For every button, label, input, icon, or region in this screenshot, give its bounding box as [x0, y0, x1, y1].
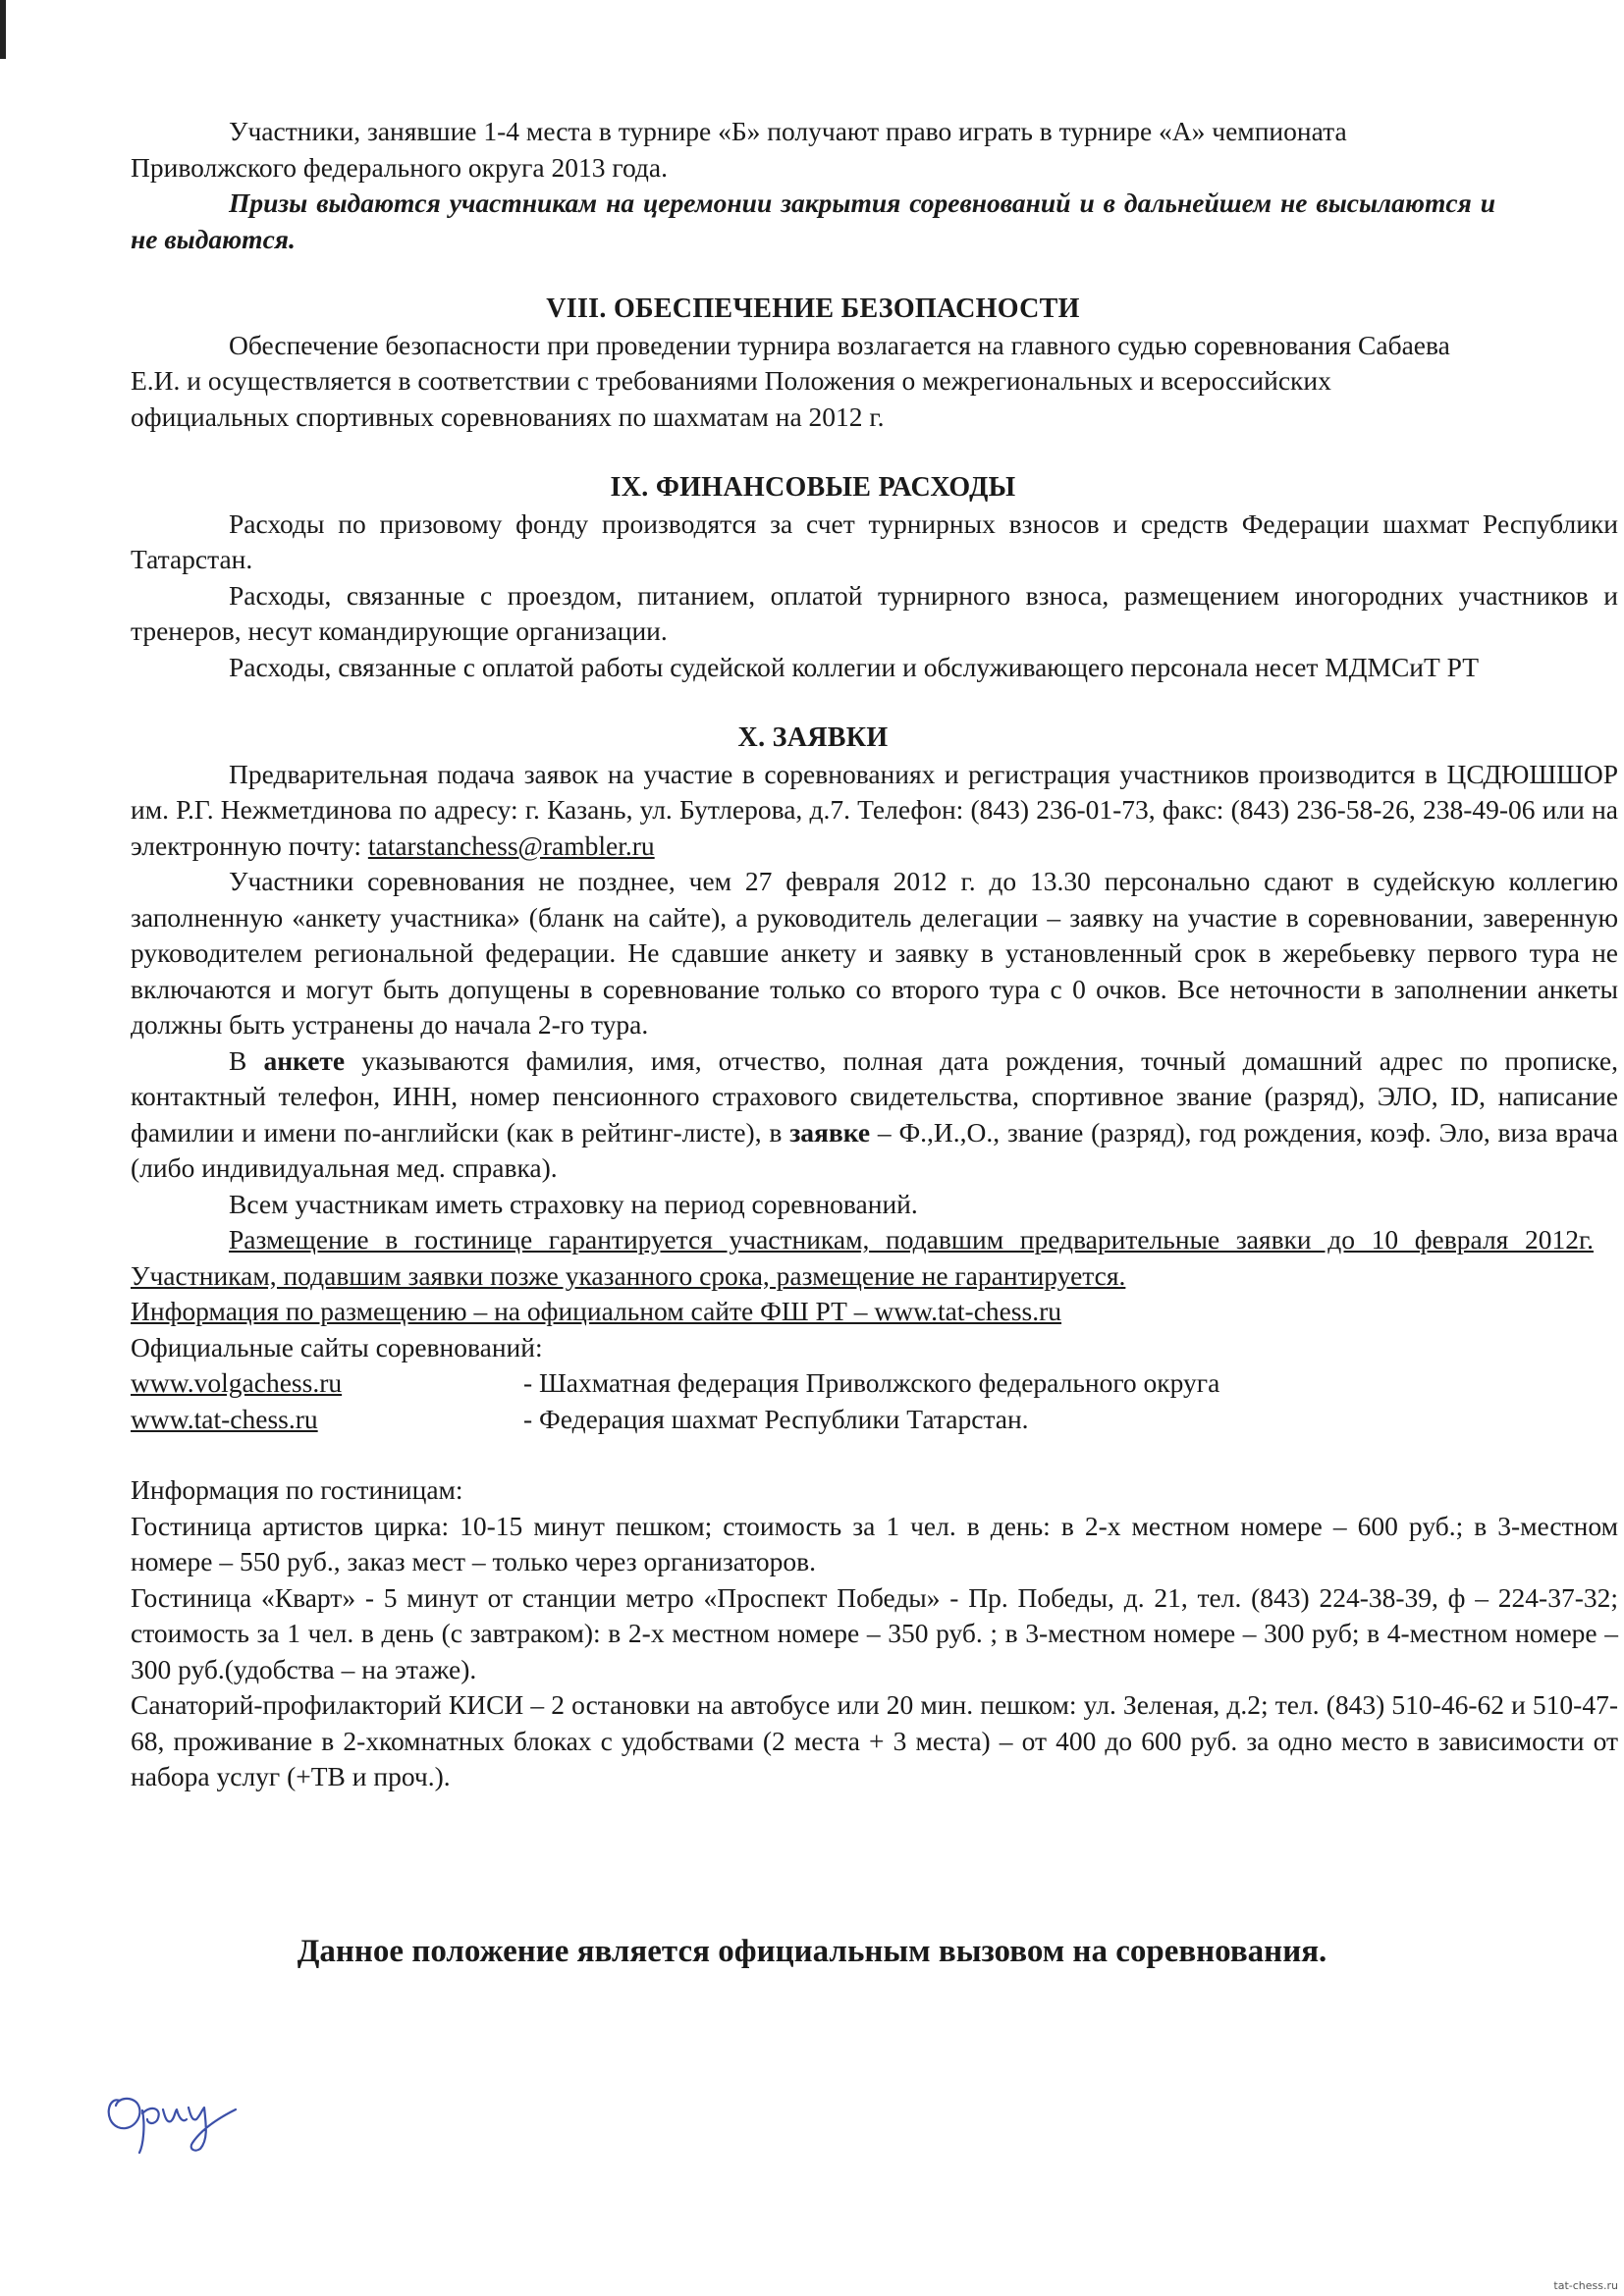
site-link-tatchess[interactable]: www.tat-chess.ru — [131, 1403, 318, 1434]
hotels-label: Информация по гостиницам: — [131, 1474, 463, 1505]
applications-paragraph — [131, 757, 1618, 865]
section-title-applications: X. ЗАЯВКИ — [737, 722, 889, 753]
hotel-kisi: Санаторий-профилакторий КИСИ – 2 остановки на автобусе или 20 мин. пешком: ул. Зеленая, д.2; тел. (843) 510-46-62 и 510-47-68, проживание в 2-хкомнатных блоках с удобствами (2 места + 3 места) – от 400 до 600 руб. за одно место в зависимости от набора услуг (+ТВ и проч.). — [131, 1689, 1618, 1791]
prizes-notice: Призы выдаются участникам на церемонии закрытия соревнований и в дальнейшем не высылаются и не выдаются. — [131, 187, 1495, 254]
site-row-volgachess — [131, 1365, 1618, 1402]
scan-edge-mark — [0, 0, 6, 59]
site-desc-tatchess: - Федерация шахмат Республики Татарстан. — [523, 1403, 1029, 1434]
document-body — [131, 114, 1618, 1795]
footer-watermark: tat-chess.ru — [1553, 2279, 1618, 2292]
form-term-anketa: анкете — [263, 1044, 346, 1076]
form-term-zayavka: заявке — [789, 1116, 871, 1148]
insurance-line: Всем участникам иметь страховку на период соревнований. — [229, 1188, 918, 1219]
form-text-lead: В — [229, 1044, 264, 1076]
deadline-paragraph: Участники соревнования не позднее, чем 27 февраля 2012 г. до 13.30 персонально сдают в судейскую коллегию заполненную «анкету участника» (бланк на сайте), а руководитель делегации – заявку на участие в соревновании, заверенную руководителем региональной федерации. Не сдавшие анкету и заявку в установленный срок в жеребьевку первого тура не включаются и могут быть допущены в соревнование только со второго тура с 0 очков. Все неточности в заполнении анкеты должны быть устранены до начала 2-го тура. — [131, 866, 1618, 1040]
finance-paragraph-3: Расходы, связанные с оплатой работы судейской коллегии и обслуживающего персонала несет МДМСиТ РТ — [229, 651, 1480, 682]
accommodation-notice: Размещение в гостинице гарантируется участникам, подавшим предварительные заявки до 10 февраля 2012г. Участникам, подавшим заявки позже указанного срока, размещение не гарантируется. — [131, 1224, 1594, 1291]
applications-text: Предварительная подача заявок на участие в соревнованиях и регистрация участников производится в ЦСДЮШШОР им. Р.Г. Нежметдинова по адресу: г. Казань, ул. Бутлерова, д.7. Телефон: (843) 236-01-73, факс: (843) 236-58-26, 238-49-06 или на электронную почту: — [131, 758, 1618, 861]
accommodation-info-link[interactable]: Информация по размещению – на официальном сайте ФШ РТ – www.tat-chess.ru — [131, 1296, 1062, 1326]
email-link[interactable]: tatarstanchess@rambler.ru — [367, 829, 655, 861]
form-text-mid: указываются фамилия, имя, отчество, полная дата рождения, точный домашний адрес по прописке, контактный телефон, ИНН, номер пенсионного страхового свидетельства, спортивное звание (разряд), ЭЛО, ID, написание фамилии и имени по-английски (как в рейтинг-листе), в — [131, 1044, 1619, 1148]
closing-statement: Данное положение является официальным вызовом на соревнования. — [297, 1934, 1327, 1969]
form-text-tail: – Ф.,И.,О., звание (разряд), год рождения, коэф. Эло, виза врача (либо индивидуальная мед. справка). — [131, 1116, 1618, 1183]
section-title-finance: IX. ФИНАНСОВЫЕ РАСХОДЫ — [610, 472, 1016, 503]
hotel-kvart: Гостиница «Кварт» - 5 минут от станции метро «Проспект Победы» - Пр. Победы, д. 21, тел. (843) 224-38-39, ф – 224-37-32; стоимость за 1 чел. в день (с завтраком): в 2-х местном номере – 350 руб. ; в 3-местном номере – 300 руб; в 4-местном номере – 300 руб.(удобства – на этаже). — [131, 1581, 1618, 1684]
security-paragraph: Обеспечение безопасности при проведении турнира возлагается на главного судью соревнования Сабаева Е.И. и осуществляется в соответствии с требованиями Положения о межрегиональных и всероссийских официальных спортивных соревнованиях по шахматам на 2012 г. — [131, 329, 1450, 432]
site-desc-volgachess: - Шахматная федерация Приволжского федерального округа — [523, 1367, 1220, 1398]
signature-icon — [98, 2066, 265, 2160]
site-link-volgachess[interactable]: www.volgachess.ru — [131, 1367, 343, 1398]
official-sites-label: Официальные сайты соревнований: — [131, 1331, 543, 1362]
hotel-circus: Гостиница артистов цирка: 10-15 минут пешком; стоимость за 1 чел. в день: в 2-х местном номере – 600 руб.; в 3-местном номере – 550 руб., заказ мест – только через организаторов. — [131, 1510, 1618, 1576]
section-title-security: VIII. ОБЕСПЕЧЕНИЕ БЕЗОПАСНОСТИ — [546, 294, 1080, 324]
finance-paragraph-2: Расходы, связанные с проездом, питанием, оплатой турнирного взноса, размещением иногородних участников и тренеров, несут командирующие организации. — [131, 579, 1618, 646]
intro-paragraph: Участники, занявшие 1-4 места в турнире «Б» получают право играть в турнире «А» чемпионата Приволжского федерального округа 2013 года. — [131, 116, 1347, 183]
finance-paragraph-1: Расходы по призовому фонду производятся за счет турнирных взносов и средств Федерации шахмат Республики Татарстан. — [131, 507, 1618, 574]
form-requirements-paragraph — [131, 1043, 1618, 1187]
site-row-tatchess — [131, 1402, 1618, 1438]
